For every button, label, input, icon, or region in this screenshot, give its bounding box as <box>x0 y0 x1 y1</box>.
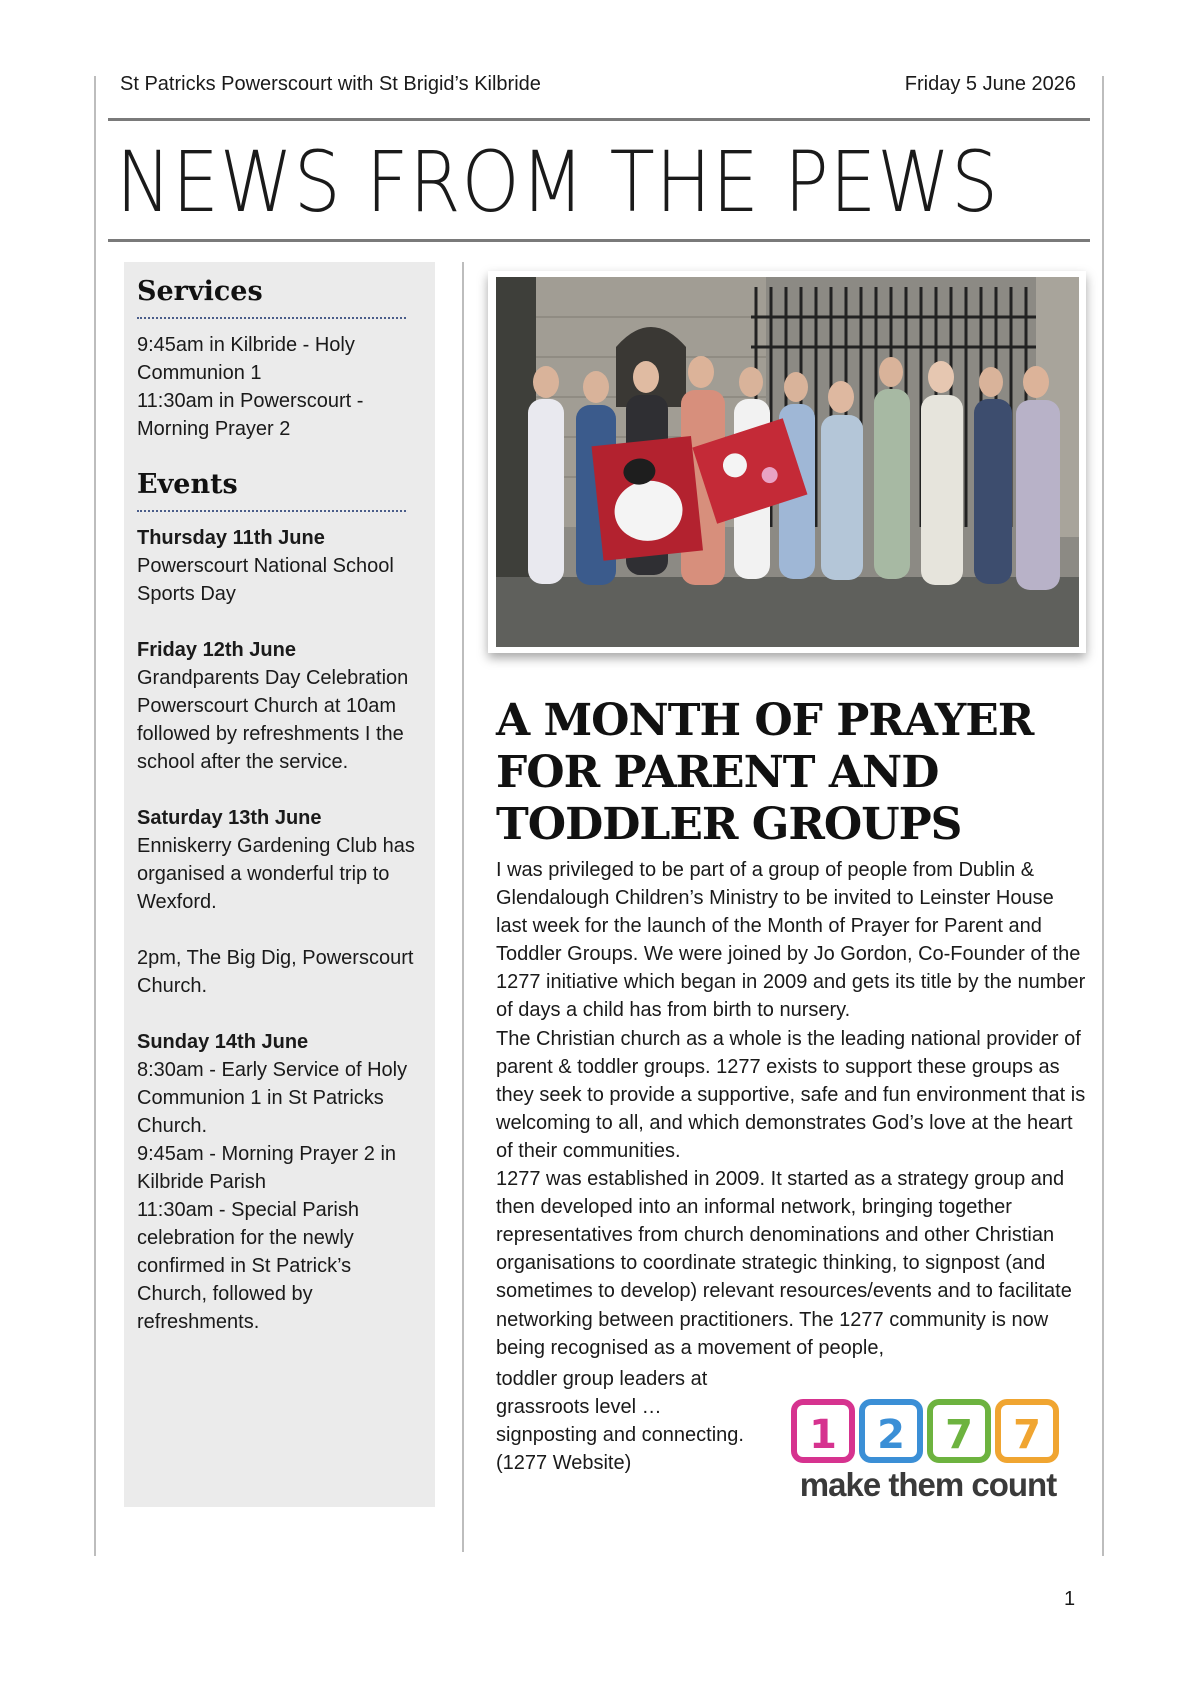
event-date: Thursday 11th June <box>137 527 325 549</box>
logo-digit: 7 <box>1013 1412 1041 1458</box>
masthead-bottom-rule <box>108 239 1090 242</box>
article-paragraph: 1277 was established in 2009. It started as a strategy group and then developed into an informal network, bringing together representatives from church denominations and other Christian organisations to coordinate strategic thinking, to signpost (and sometimes to develop) relevant resources/events and to facilitate networking between practitioners. The 1277 community is now being recognised as a movement of people, <box>496 1168 1072 1359</box>
events-divider <box>137 510 406 512</box>
column-divider <box>462 262 464 1552</box>
article-paragraph: The Christian church as a whole is the leading national provider of parent & toddler groups. 1277 exists to support these groups as they seek to provide a supportive, safe and fun environment that is welcoming to all, and which demonstrates God’s love at the heart of their communities. <box>496 1027 1086 1162</box>
issue-date: Friday 5 June 2026 <box>904 73 1076 95</box>
group-photo-frame <box>488 271 1086 653</box>
event-date: Friday 12th June <box>137 639 296 661</box>
event-text: Powerscourt National School Sports Day <box>137 555 394 605</box>
parish-name: St Patricks Powerscourt with St Brigid’s Kilbride <box>120 73 541 95</box>
masthead-title: NEWS FROM THE PEWS <box>116 133 999 231</box>
article-headline: A MONTH OF PRAYER FOR PARENT AND TODDLER GROUPS <box>496 695 1034 850</box>
event-item <box>137 636 423 776</box>
article-tail-line: signposting and connecting. <box>496 1424 744 1447</box>
page-number: 1 <box>1064 1588 1076 1610</box>
logo-digit: 7 <box>945 1412 973 1458</box>
event-text: 8:30am - Early Service of Holy Communion 1 in St Patricks Church. <box>137 1059 408 1137</box>
logo-digit: 1 <box>809 1412 837 1458</box>
event-item <box>137 804 423 916</box>
service-item: 11:30am in Powerscourt - Morning Prayer 2 <box>137 390 364 440</box>
masthead-top-rule <box>108 118 1090 121</box>
event-item <box>137 524 423 608</box>
event-item <box>137 1028 423 1336</box>
logo-tagline: make them count <box>799 1466 1057 1503</box>
services-heading: Services <box>137 276 263 307</box>
article-tail-line: grassroots level … <box>496 1396 662 1419</box>
event-text: Grandparents Day Celebration Powerscourt Church at 10am followed by refreshments I the school after the service. <box>137 667 409 773</box>
1277-logo <box>788 1398 1068 1508</box>
event-text: 11:30am - Special Parish celebration for the newly confirmed in St Patrick’s Church, followed by refreshments. <box>137 1199 359 1333</box>
services-divider <box>137 317 406 319</box>
event-text: Enniskerry Gardening Club has organised a wonderful trip to Wexford. <box>137 835 415 913</box>
group-photo <box>496 277 1079 647</box>
event-text: 2pm, The Big Dig, Powerscourt Church. <box>137 947 414 997</box>
event-item <box>137 944 423 1000</box>
event-date: Sunday 14th June <box>137 1031 309 1053</box>
sidebar <box>124 262 435 1507</box>
event-text: 9:45am - Morning Prayer 2 in Kilbride Parish <box>137 1143 397 1193</box>
article-tail-line: (1277 Website) <box>496 1452 632 1475</box>
article-tail <box>496 1365 744 1477</box>
logo-digit: 2 <box>877 1412 905 1458</box>
events-heading: Events <box>137 469 238 500</box>
article-tail-line: toddler group leaders at <box>496 1368 708 1390</box>
group-photo-illustration <box>496 277 1079 647</box>
event-date: Saturday 13th June <box>137 807 322 829</box>
service-item: 9:45am in Kilbride - Holy Communion 1 <box>137 334 355 384</box>
article-body <box>496 856 1086 1362</box>
article-paragraph: I was privileged to be part of a group of people from Dublin & Glendalough Children’s Ministry to be invited to Leinster House last week for the launch of the Month of Prayer for Parent and Toddler Groups. We were joined by Jo Gordon, Co-Founder of the 1277 initiative which began in 2009 and gets its title by the number of days a child has from birth to nursery. <box>496 859 1086 1022</box>
right-page-rule <box>1102 76 1104 1556</box>
left-page-rule <box>94 76 96 1556</box>
